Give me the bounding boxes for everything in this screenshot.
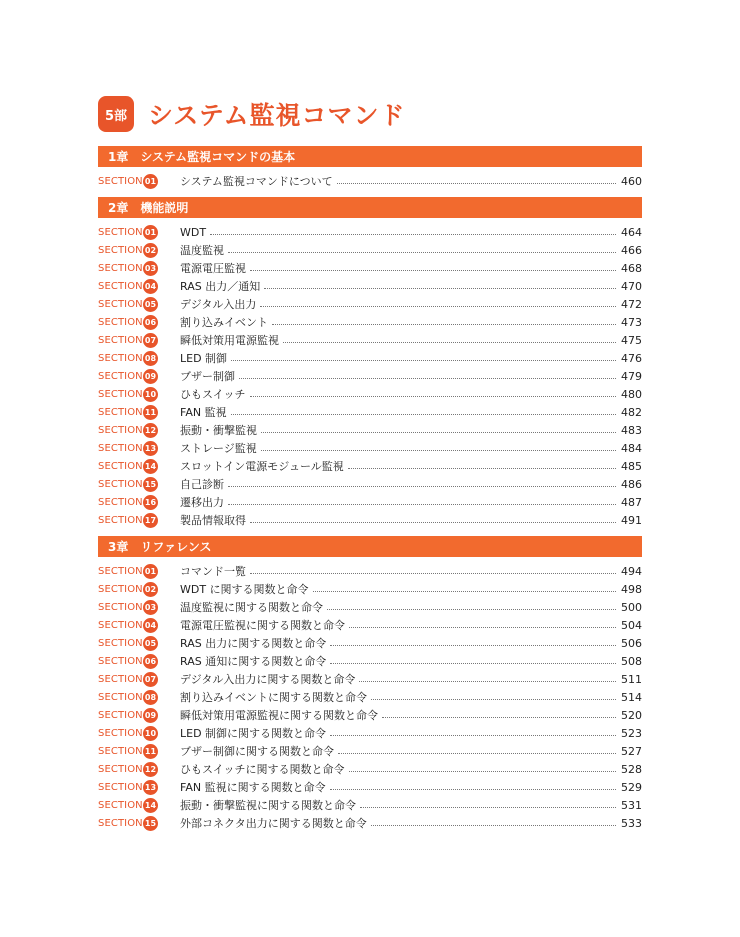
chapter-header xyxy=(98,197,642,218)
section-label: SECTION xyxy=(98,745,143,757)
section-number-badge: 10 xyxy=(143,387,158,402)
toc-entry[interactable] xyxy=(98,562,642,580)
section-label: SECTION xyxy=(98,673,143,685)
dot-leader xyxy=(228,486,616,487)
dot-leader xyxy=(359,681,616,682)
section-number-badge: 01 xyxy=(143,174,158,189)
dot-leader xyxy=(349,771,616,772)
dot-leader xyxy=(330,663,616,664)
toc-entry[interactable] xyxy=(98,295,642,313)
entry-title: ひもスイッチに関する関数と命令 xyxy=(180,763,345,776)
section-number-badge: 15 xyxy=(143,816,158,831)
page-number: 472 xyxy=(621,297,642,311)
entry-title: 振動・衝撃監視 xyxy=(180,424,257,437)
dot-leader xyxy=(261,432,616,433)
page-number: 511 xyxy=(621,672,642,686)
entry-title: 温度監視 xyxy=(180,244,224,257)
dot-leader xyxy=(330,645,616,646)
section-label: SECTION xyxy=(98,352,143,364)
dot-leader xyxy=(260,306,616,307)
section-label: SECTION xyxy=(98,478,143,490)
section-label: SECTION xyxy=(98,388,143,400)
toc-entry[interactable] xyxy=(98,475,642,493)
page-number: 470 xyxy=(621,279,642,293)
toc-entry[interactable] xyxy=(98,778,642,796)
section-label: SECTION xyxy=(98,316,143,328)
entry-title: 割り込みイベント xyxy=(180,316,268,329)
toc-entry[interactable] xyxy=(98,223,642,241)
section-number-badge: 03 xyxy=(143,600,158,615)
dot-leader xyxy=(330,735,616,736)
section-label: SECTION xyxy=(98,175,143,187)
toc-entry[interactable] xyxy=(98,634,642,652)
entry-title: FAN 監視に関する関数と命令 xyxy=(180,781,326,794)
page-number: 479 xyxy=(621,369,642,383)
dot-leader xyxy=(371,825,616,826)
toc-entry[interactable] xyxy=(98,598,642,616)
page-number: 475 xyxy=(621,333,642,347)
toc-entry[interactable] xyxy=(98,172,642,190)
section-label: SECTION xyxy=(98,655,143,667)
entry-title: RAS 出力／通知 xyxy=(180,280,261,293)
entry-title: コマンド一覧 xyxy=(180,565,246,578)
dot-leader xyxy=(239,378,616,379)
section-number-badge: 02 xyxy=(143,243,158,258)
section-number-badge: 05 xyxy=(143,636,158,651)
dot-leader xyxy=(349,627,616,628)
page-number: 464 xyxy=(621,225,642,239)
entry-title: 電源電圧監視 xyxy=(180,262,246,275)
page-number: 531 xyxy=(621,798,642,812)
dot-leader xyxy=(382,717,616,718)
section-label: SECTION xyxy=(98,226,143,238)
entry-title: WDT xyxy=(180,225,207,239)
dot-leader xyxy=(327,609,616,610)
chapter-title: 機能説明 xyxy=(140,201,189,215)
section-number-badge: 04 xyxy=(143,279,158,294)
page-number: 466 xyxy=(621,243,642,257)
section-number-badge: 11 xyxy=(143,744,158,759)
entry-title: システム監視コマンドについて xyxy=(180,175,333,188)
entry-title: デジタル入出力 xyxy=(180,298,257,311)
page-number: 476 xyxy=(621,351,642,365)
entry-title: 外部コネクタ出力に関する関数と命令 xyxy=(180,817,367,830)
entry-title: 製品情報取得 xyxy=(180,514,246,527)
section-label: SECTION xyxy=(98,565,143,577)
section-label: SECTION xyxy=(98,334,143,346)
page-number: 527 xyxy=(621,744,642,758)
section-label: SECTION xyxy=(98,601,143,613)
dot-leader xyxy=(261,450,616,451)
section-number-badge: 05 xyxy=(143,297,158,312)
entry-list xyxy=(98,218,642,536)
section-label: SECTION xyxy=(98,709,143,721)
page-number: 486 xyxy=(621,477,642,491)
entry-title: 瞬低対策用電源監視に関する関数と命令 xyxy=(180,709,378,722)
toc-entry[interactable] xyxy=(98,277,642,295)
section-number-badge: 09 xyxy=(143,708,158,723)
toc-entry[interactable] xyxy=(98,367,642,385)
dot-leader xyxy=(313,591,616,592)
section-label: SECTION xyxy=(98,496,143,508)
section-label: SECTION xyxy=(98,583,143,595)
dot-leader xyxy=(228,504,616,505)
page-number: 500 xyxy=(621,600,642,614)
toc-entry[interactable] xyxy=(98,760,642,778)
entry-title: RAS 通知に関する関数と命令 xyxy=(180,655,327,668)
entry-title: 振動・衝撃監視に関する関数と命令 xyxy=(180,799,356,812)
toc-entry[interactable] xyxy=(98,652,642,670)
toc-entry[interactable] xyxy=(98,814,642,832)
toc-entry[interactable] xyxy=(98,439,642,457)
dot-leader xyxy=(272,324,616,325)
entry-title: ブザー制御に関する関数と命令 xyxy=(180,745,334,758)
page-number: 508 xyxy=(621,654,642,668)
section-number-badge: 01 xyxy=(143,564,158,579)
toc-entry[interactable] xyxy=(98,742,642,760)
page-number: 483 xyxy=(621,423,642,437)
section-label: SECTION xyxy=(98,514,143,526)
section-number-badge: 12 xyxy=(143,762,158,777)
entry-title: 遷移出力 xyxy=(180,496,224,509)
section-number-badge: 13 xyxy=(143,780,158,795)
toc-entry[interactable] xyxy=(98,724,642,742)
entry-title: LED 制御に関する関数と命令 xyxy=(180,727,327,740)
entry-title: 割り込みイベントに関する関数と命令 xyxy=(180,691,367,704)
section-label: SECTION xyxy=(98,262,143,274)
chapter-number: 1章 xyxy=(108,150,129,164)
section-label: SECTION xyxy=(98,637,143,649)
entry-list xyxy=(98,557,642,839)
section-label: SECTION xyxy=(98,727,143,739)
chapter-number: 2章 xyxy=(108,201,129,215)
page-number: 482 xyxy=(621,405,642,419)
entry-title: 自己診断 xyxy=(180,478,224,491)
page-number: 506 xyxy=(621,636,642,650)
section-number-badge: 13 xyxy=(143,441,158,456)
toc-entry[interactable] xyxy=(98,706,642,724)
dot-leader xyxy=(371,699,616,700)
section-number-badge: 14 xyxy=(143,798,158,813)
chapter-number: 3章 xyxy=(108,540,129,554)
page-number: 468 xyxy=(621,261,642,275)
dot-leader xyxy=(338,753,616,754)
toc-entry[interactable] xyxy=(98,457,642,475)
page-number: 460 xyxy=(621,174,642,188)
page-number: 520 xyxy=(621,708,642,722)
section-number-badge: 14 xyxy=(143,459,158,474)
section-label: SECTION xyxy=(98,406,143,418)
section-number-badge: 02 xyxy=(143,582,158,597)
dot-leader xyxy=(330,789,616,790)
section-label: SECTION xyxy=(98,280,143,292)
dot-leader xyxy=(250,573,616,574)
chapter-title: システム監視コマンドの基本 xyxy=(140,150,296,164)
dot-leader xyxy=(360,807,616,808)
dot-leader xyxy=(250,270,616,271)
section-label: SECTION xyxy=(98,799,143,811)
section-label: SECTION xyxy=(98,619,143,631)
page-number: 485 xyxy=(621,459,642,473)
section-number-badge: 08 xyxy=(143,690,158,705)
entry-title: スロットイン電源モジュール監視 xyxy=(180,460,344,473)
toc-entry[interactable] xyxy=(98,331,642,349)
part-header xyxy=(98,96,406,132)
dot-leader xyxy=(250,396,616,397)
dot-leader xyxy=(250,522,616,523)
toc-entry[interactable] xyxy=(98,385,642,403)
section-label: SECTION xyxy=(98,817,143,829)
toc-entry[interactable] xyxy=(98,421,642,439)
page-number: 498 xyxy=(621,582,642,596)
section-number-badge: 09 xyxy=(143,369,158,384)
dot-leader xyxy=(348,468,616,469)
table-of-contents xyxy=(98,146,642,839)
page-number: 484 xyxy=(621,441,642,455)
toc-entry[interactable] xyxy=(98,493,642,511)
section-label: SECTION xyxy=(98,691,143,703)
entry-title: デジタル入出力に関する関数と命令 xyxy=(180,673,356,686)
section-number-badge: 12 xyxy=(143,423,158,438)
page-number: 528 xyxy=(621,762,642,776)
page-number: 514 xyxy=(621,690,642,704)
dot-leader xyxy=(228,252,616,253)
entry-title: FAN 監視 xyxy=(180,406,227,419)
section-label: SECTION xyxy=(98,298,143,310)
section-number-badge: 11 xyxy=(143,405,158,420)
entry-title: LED 制御 xyxy=(180,352,228,365)
section-number-badge: 07 xyxy=(143,672,158,687)
toc-entry[interactable] xyxy=(98,313,642,331)
section-label: SECTION xyxy=(98,442,143,454)
part-badge: 5部 xyxy=(98,96,134,132)
toc-entry[interactable] xyxy=(98,349,642,367)
toc-entry[interactable] xyxy=(98,688,642,706)
dot-leader xyxy=(231,414,616,415)
toc-entry[interactable] xyxy=(98,670,642,688)
toc-entry[interactable] xyxy=(98,259,642,277)
page-number: 529 xyxy=(621,780,642,794)
entry-title: 瞬低対策用電源監視 xyxy=(180,334,279,347)
section-label: SECTION xyxy=(98,244,143,256)
section-number-badge: 17 xyxy=(143,513,158,528)
part-title: システム監視コマンド xyxy=(148,101,406,130)
entry-title: ブザー制御 xyxy=(180,370,235,383)
section-number-badge: 06 xyxy=(143,315,158,330)
page-number: 523 xyxy=(621,726,642,740)
page-number: 487 xyxy=(621,495,642,509)
toc-entry[interactable] xyxy=(98,403,642,421)
chapter-title: リファレンス xyxy=(140,540,212,554)
entry-title: 電源電圧監視に関する関数と命令 xyxy=(180,619,345,632)
dot-leader xyxy=(283,342,616,343)
section-number-badge: 07 xyxy=(143,333,158,348)
chapter-header xyxy=(98,146,642,167)
section-number-badge: 15 xyxy=(143,477,158,492)
section-number-badge: 03 xyxy=(143,261,158,276)
toc-entry[interactable] xyxy=(98,580,642,598)
page-number: 491 xyxy=(621,513,642,527)
section-label: SECTION xyxy=(98,460,143,472)
dot-leader xyxy=(337,183,616,184)
page-number: 494 xyxy=(621,564,642,578)
dot-leader xyxy=(210,234,616,235)
section-number-badge: 10 xyxy=(143,726,158,741)
chapter-header xyxy=(98,536,642,557)
page-number: 473 xyxy=(621,315,642,329)
toc-entry[interactable] xyxy=(98,511,642,529)
toc-entry[interactable] xyxy=(98,241,642,259)
entry-title: RAS 出力に関する関数と命令 xyxy=(180,637,327,650)
toc-entry[interactable] xyxy=(98,616,642,634)
page-number: 480 xyxy=(621,387,642,401)
section-number-badge: 06 xyxy=(143,654,158,669)
page-number: 533 xyxy=(621,816,642,830)
section-label: SECTION xyxy=(98,424,143,436)
entry-title: WDT に関する関数と命令 xyxy=(180,583,309,596)
section-number-badge: 04 xyxy=(143,618,158,633)
dot-leader xyxy=(264,288,616,289)
entry-title: ストレージ監視 xyxy=(180,442,257,455)
entry-title: 温度監視に関する関数と命令 xyxy=(180,601,323,614)
section-number-badge: 08 xyxy=(143,351,158,366)
section-label: SECTION xyxy=(98,370,143,382)
dot-leader xyxy=(231,360,616,361)
section-label: SECTION xyxy=(98,763,143,775)
toc-entry[interactable] xyxy=(98,796,642,814)
section-number-badge: 01 xyxy=(143,225,158,240)
section-number-badge: 16 xyxy=(143,495,158,510)
section-label: SECTION xyxy=(98,781,143,793)
page-number: 504 xyxy=(621,618,642,632)
entry-title: ひもスイッチ xyxy=(180,388,246,401)
entry-list xyxy=(98,167,642,197)
